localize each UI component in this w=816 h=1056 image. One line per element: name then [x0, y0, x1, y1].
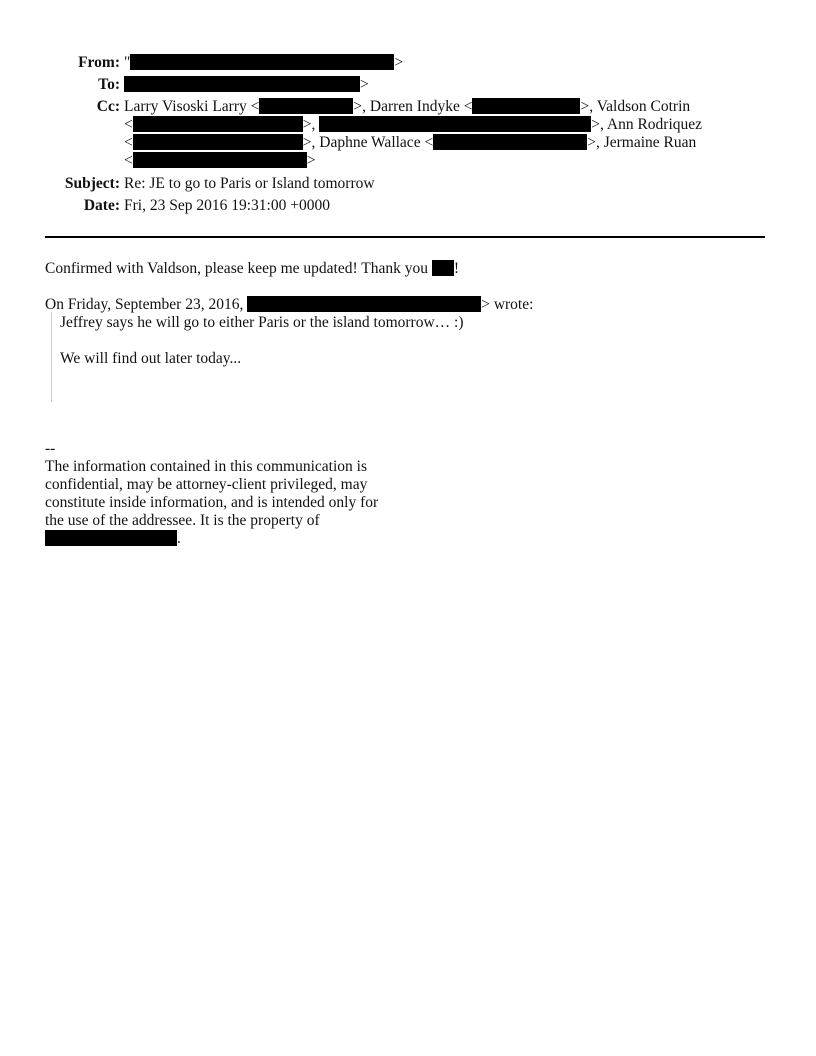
cc-label: Cc:	[96, 98, 120, 115]
to-label: To:	[98, 76, 120, 93]
disclaimer-line-2: confidential, may be attorney-client privileged, may	[45, 476, 368, 493]
cc-name-5: Daphne Wallace	[319, 134, 421, 151]
from-value: " >	[124, 54, 404, 71]
cc-line-4: < >	[124, 152, 316, 169]
redaction-box	[259, 98, 353, 114]
cc-line-3: < >, Daphne Wallace < >, Jermaine Ruan	[124, 134, 697, 151]
subject-label: Subject:	[64, 175, 120, 192]
redaction-box	[433, 134, 587, 150]
quote-line-1: Jeffrey says he will go to either Paris or the island tomorrow… :)	[60, 314, 464, 331]
quoted-message	[51, 312, 552, 402]
disclaimer-line-5	[45, 530, 181, 548]
cc-name-3: Valdson Cotrin	[596, 98, 691, 115]
disclaimer-line-3: constitute inside information, and is intended only for	[45, 494, 379, 511]
date-value: Fri, 23 Sep 2016 19:31:00 +0000	[124, 197, 330, 214]
redaction-box	[124, 76, 360, 92]
reply-text: Confirmed with Valdson, please keep me updated! Thank you	[45, 260, 428, 277]
cc-name-6: Jermaine Ruan	[603, 134, 697, 151]
cc-name-1: Larry Visoski Larry	[124, 98, 247, 115]
from-quote: "	[124, 54, 131, 71]
attribution-line: On Friday, September 23, 2016, > wrote:	[45, 296, 534, 313]
redaction-box	[247, 296, 481, 312]
attribution-prefix: On Friday, September 23, 2016,	[45, 296, 244, 313]
cc-name-2: Darren Indyke	[369, 98, 460, 115]
redaction-box	[432, 260, 454, 276]
redaction-box	[130, 54, 394, 70]
header-divider	[45, 236, 765, 238]
reply-line	[45, 260, 459, 278]
cc-name-4: Ann Rodriquez	[606, 116, 703, 133]
disclaimer-line-1: The information contained in this communication is	[45, 458, 367, 475]
date-label: Date:	[83, 197, 120, 214]
redaction-box	[45, 530, 177, 546]
redaction-box	[472, 98, 580, 114]
cc-line-1: Larry Visoski Larry < >, Darren Indyke < >, Valdson Cotrin	[124, 98, 691, 115]
redaction-box	[133, 134, 303, 150]
redaction-box	[133, 152, 307, 168]
subject-value: Re: JE to go to Paris or Island tomorrow	[124, 175, 375, 192]
disclaimer-line-4: the use of the addressee. It is the property of	[45, 512, 320, 529]
from-label: From:	[78, 54, 120, 71]
to-value: >	[124, 76, 369, 94]
quote-line-2: We will find out later today...	[60, 350, 242, 367]
cc-line-2: < >, >, Ann Rodriquez	[124, 116, 703, 133]
reply-end: !	[453, 260, 460, 277]
redaction-box	[133, 116, 303, 132]
disclaimer-period: .	[177, 530, 181, 547]
attribution-suffix: wrote:	[493, 296, 534, 313]
signature-separator: --	[45, 440, 56, 457]
redaction-box	[319, 116, 591, 132]
